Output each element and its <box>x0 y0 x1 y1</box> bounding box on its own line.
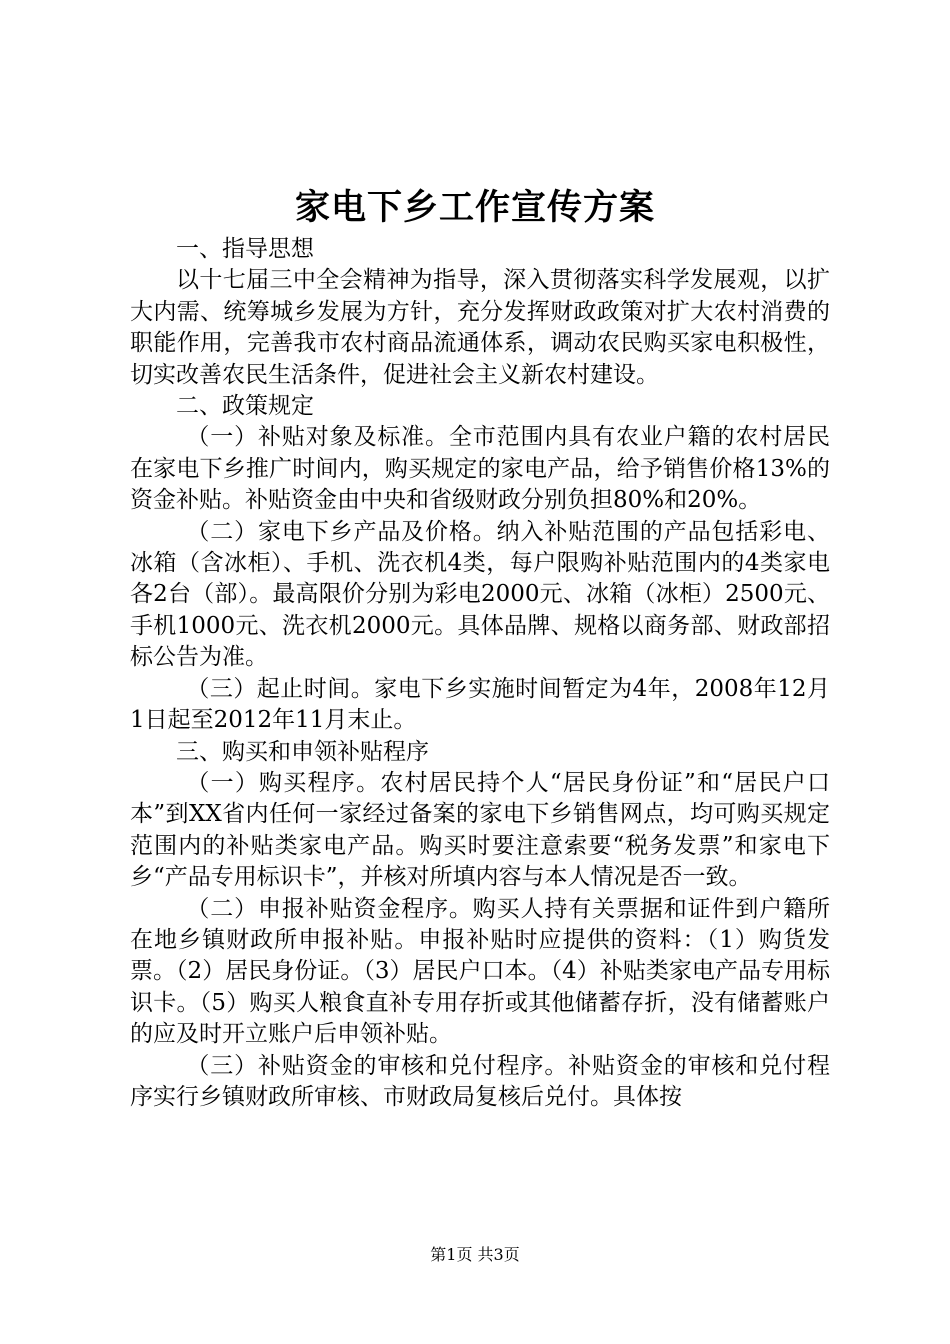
paragraph: （二）家电下乡产品及价格。纳入补贴范围的产品包括彩电、冰箱（含冰柜）、手机、洗衣机4类，每户限购补贴范围内的4类家电各2台（部）。最高限价分别为彩电2000元、冰箱（冰柜）2500元、手机1000元、洗衣机2000元。具体品牌、规格以商务部、财政部招标公告为准。 <box>130 518 830 671</box>
document-body <box>130 234 830 1113</box>
section-heading: 二、政策规定 <box>176 393 314 420</box>
paragraph: （三）补贴资金的审核和兑付程序。补贴资金的审核和兑付程序实行乡镇财政所审核、市财政局复核后兑付。具体按 <box>130 1052 830 1110</box>
page-footer: 第1页 共3页 <box>430 1245 520 1264</box>
paragraph: （一）补贴对象及标准。全市范围内具有农业户籍的农村居民在家电下乡推广时间内，购买规定的家电产品，给予销售价格13%的资金补贴。补贴资金由中央和省级财政分别负担80%和20%。 <box>130 424 830 514</box>
paragraph: （三）起止时间。家电下乡实施时间暂定为4年，2008年12月1日起至2012年11月末止。 <box>130 675 830 734</box>
paragraph: （一）购买程序。农村居民持个人“居民身份证”和“居民户口本”到XX省内任何一家经过备案的家电下乡销售网点，均可购买规定范围内的补贴类家电产品。购买时要注意索要“税务发票”和家电下乡“产品专用标识卡”，并核对所填内容与本人情况是否一致。 <box>130 769 830 891</box>
paragraph: 以十七届三中全会精神为指导，深入贯彻落实科学发展观，以扩大内需、统筹城乡发展为方针，充分发挥财政政策对扩大农村消费的职能作用，完善我市农村商品流通体系，调动农民购买家电积极性，切实改善农民生活条件，促进社会主义新农村建设。 <box>130 267 830 388</box>
document-title: 家电下乡工作宣传方案 <box>294 187 655 228</box>
section-heading: 三、购买和申领补贴程序 <box>176 738 429 765</box>
section-heading: 一、指导思想 <box>176 236 314 262</box>
paragraph: （二）申报补贴资金程序。购买人持有关票据和证件到户籍所在地乡镇财政所申报补贴。申报补贴时应提供的资料：（1）购货发票。（2）居民身份证。（3）居民户口本。（4）补贴类家电产品专用标识卡。（5）购买人粮食直补专用存折或其他储蓄存折，没有储蓄账户的应及时开立账户后申领补贴。 <box>130 895 830 1048</box>
